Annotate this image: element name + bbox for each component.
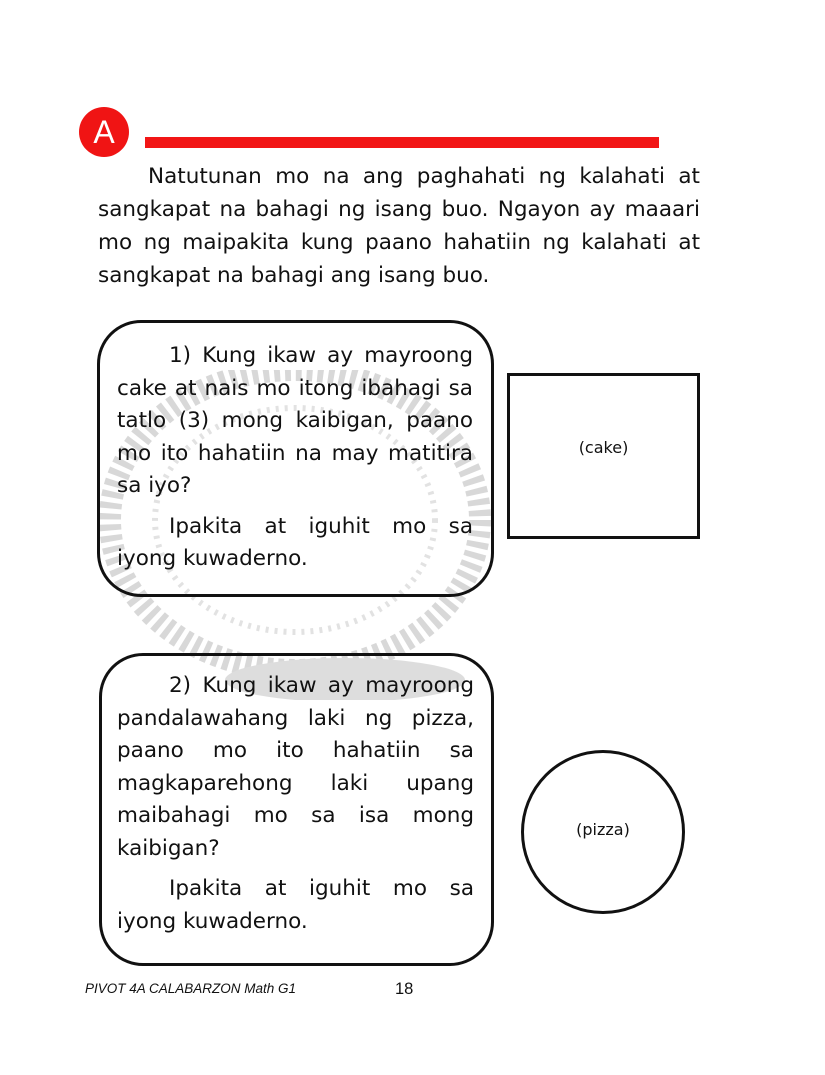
footer-series-label: PIVOT 4A CALABARZON Math G1 — [85, 981, 297, 996]
question-1-instruction: Ipakita at iguhit mo sa iyong kuwaderno. — [117, 513, 473, 571]
question-1 — [117, 340, 473, 576]
pizza-label: (pizza) — [576, 820, 630, 839]
section-badge: A — [79, 107, 129, 157]
intro-paragraph: Natutunan mo na ang paghahati ng kalahati at sangkapat na bahagi ng isang buo. Ngayon ay maaari mo ng maipakita kung paano hahatiin ng kalahati at sangkapat na bahagi ang isang buo. — [98, 164, 700, 288]
page-number: 18 — [395, 980, 414, 998]
section-header-bar — [145, 137, 659, 148]
question-2-text: 2) Kung ikaw ay mayroong pandalawahang laki ng pizza, paano mo ito hahatiin sa magkaparehong laki upang maibahagi mo sa isa mong kaibigan? — [117, 673, 474, 861]
question-2 — [117, 670, 474, 938]
question-1-text: 1) Kung ikaw ay mayroong cake at nais mo itong ibahagi sa tatlo (3) mong kaibigan, paano mo ito hahatiin na may matitira sa iyo? — [117, 343, 473, 498]
cake-label: (cake) — [578, 438, 629, 457]
question-2-instruction: Ipakita at iguhit mo sa iyong kuwaderno. — [117, 876, 474, 934]
